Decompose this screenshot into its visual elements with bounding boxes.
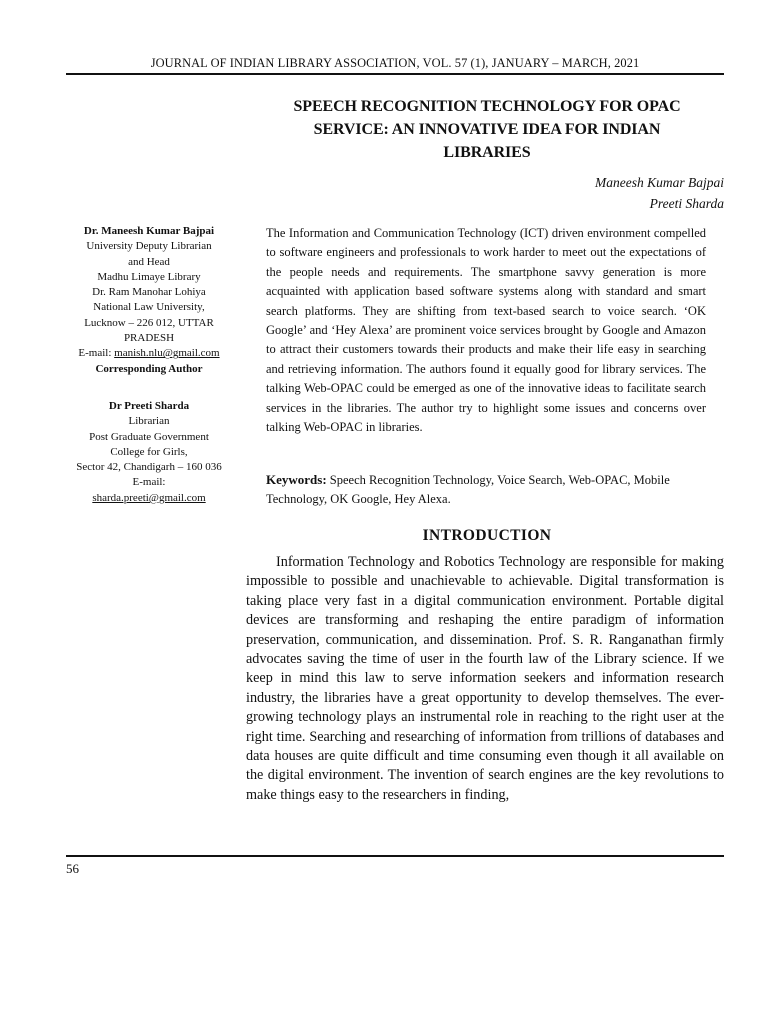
footer-rule (66, 855, 724, 857)
title-line: SERVICE: AN INNOVATIVE IDEA FOR INDIAN (313, 121, 661, 138)
affiliation-line: Dr. Ram Manohar Lohiya (92, 286, 206, 299)
affiliation-name: Dr. Maneesh Kumar Bajpai (83, 225, 215, 237)
affiliation-line: Madhu Limaye Library (97, 270, 201, 283)
introduction-paragraph: Information Technology and Robotics Technology are responsible for making impossible to possible and unachievable to achievable. Digital transformation is taking place very fast in a digital communication environment. Portable digital devices are transforming and reshaping the entire paradigm of information preservation, communication, and dissemination. Prof. S. R. Ranganathan firmly advocates saving the time of user in the fourth law of the Library science. If we keep in mind this law to serve information seekers and information research industry, the libraries have a great opportunity to develop themselves. The ever-growing technology plays an instrumental role in reaching to the right user at the right time. Searching and researching of information from trillions of databases and data houses are quite difficult and time consuming even though it all available on the digital environment. The invention of search engines are the key revolutions to make things easy to the researchers in finding, (246, 554, 724, 803)
title-line: LIBRARIES (443, 144, 531, 161)
header-rule (66, 73, 724, 75)
affiliation-line: Lucknow – 226 012, UTTAR (84, 316, 214, 329)
affiliation-line: and Head (128, 255, 170, 268)
affiliation-line: PRADESH (123, 332, 175, 345)
affiliation-line: Post Graduate Government (89, 430, 209, 443)
author-name: Preeti Sharda (649, 196, 724, 211)
title-line: SPEECH RECOGNITION TECHNOLOGY FOR OPAC (293, 98, 681, 115)
corresponding-author-label: Corresponding Author (95, 362, 203, 375)
abstract-text: The Information and Communication Technology (ICT) driven environment compelled to software engineers and professionals to work harder to meet out the expectations of the people needs and requirements. The smartphone savvy generation is more acquainted with application based software systems along with standard and smart search platforms. They are shifting from text-based search to voice search. ‘OK Google’ and ‘Hey Alexa’ are prominent voice services brought by Google and Amazon to attract their customers towards their products and make their life easy in searching and retrieving information. The authors found it equally good for library services. The talking Web-OPAC could be emerged as one of the innovative ideas to facilitate search services in the libraries. The author try to highlight some issues and concerns over talking Web-OPAC in libraries. (266, 226, 706, 435)
keywords-list: Speech Recognition Technology, Voice Search, Web-OPAC, Mobile Technology, OK Google, Hey Alexa. (266, 473, 670, 507)
running-head: JOURNAL OF INDIAN LIBRARY ASSOCIATION, VOL. 57 (1), JANUARY – MARCH, 2021 (150, 56, 640, 70)
affiliation-line: University Deputy Librarian (86, 240, 212, 253)
article-title (246, 95, 728, 164)
affiliation-line: Sector 42, Chandigarh – 160 036 (76, 461, 222, 474)
keywords-label: Keywords: (266, 472, 327, 487)
affiliation-line: College for Girls, (110, 445, 188, 458)
affiliation-email-row (64, 346, 234, 361)
page-number: 56 (66, 861, 79, 876)
email-label: E-mail: (78, 347, 115, 360)
email-link[interactable]: sharda.preeti@gmail.com (92, 491, 206, 504)
email-link[interactable]: manish.nlu@gmail.com (114, 347, 220, 360)
affiliation-name: Dr Preeti Sharda (108, 400, 190, 412)
affiliation-line: National Law University, (93, 301, 205, 314)
affiliation-second-author (64, 399, 234, 506)
affiliation-line: E-mail: (132, 476, 166, 489)
affiliation-line: Librarian (128, 415, 170, 428)
affiliation-first-author (64, 224, 234, 377)
keywords (266, 470, 706, 510)
author-list (595, 172, 724, 214)
author-name: Maneesh Kumar Bajpai (595, 175, 724, 190)
section-heading-introduction: INTRODUCTION (422, 527, 552, 544)
